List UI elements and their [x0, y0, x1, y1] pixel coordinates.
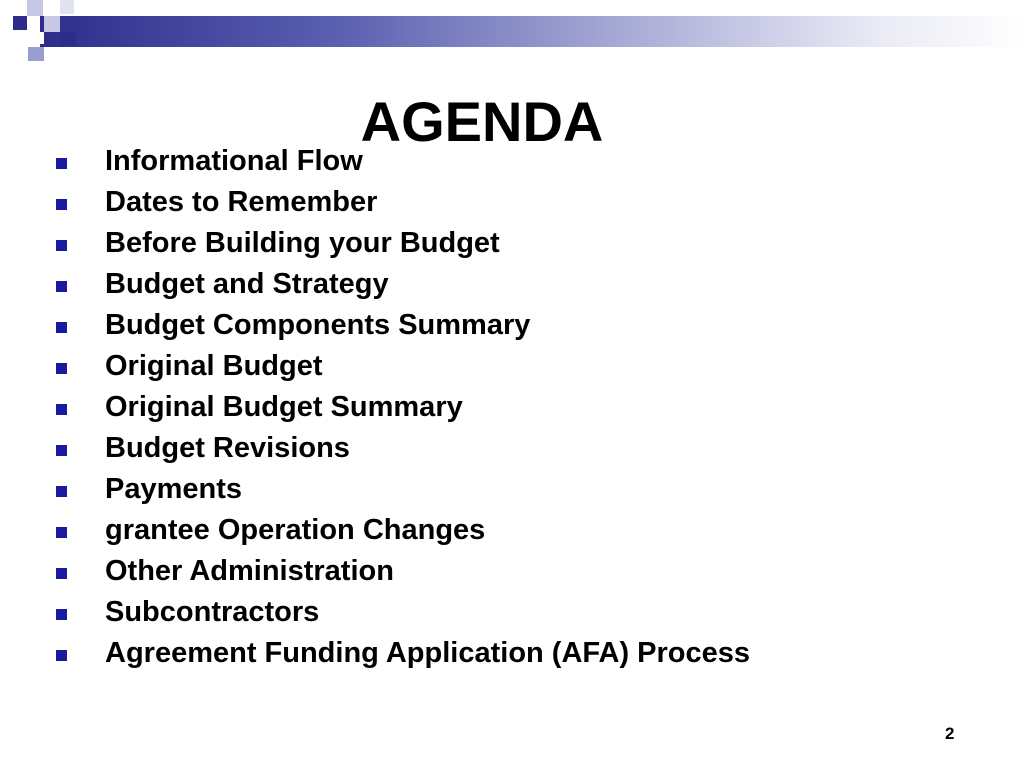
decorative-square: [13, 16, 27, 30]
agenda-item: [0, 140, 900, 181]
square-bullet-icon: [56, 486, 67, 497]
square-bullet-icon: [56, 445, 67, 456]
agenda-item: [0, 468, 900, 509]
square-bullet-icon: [56, 199, 67, 210]
square-bullet-icon: [56, 650, 67, 661]
agenda-item: [0, 550, 900, 591]
square-bullet-icon: [56, 322, 67, 333]
agenda-item: [0, 222, 900, 263]
agenda-item: [0, 386, 900, 427]
agenda-item-label: Payments: [105, 473, 243, 505]
square-bullet-icon: [56, 404, 67, 415]
agenda-item: [0, 591, 900, 632]
agenda-item-label: Agreement Funding Application (AFA) Process: [105, 637, 751, 669]
agenda-item: [0, 632, 900, 673]
agenda-item: [0, 345, 900, 386]
square-bullet-icon: [56, 527, 67, 538]
agenda-list: [0, 140, 900, 673]
agenda-item-label: Budget and Strategy: [105, 268, 389, 300]
decorative-square: [60, 32, 76, 46]
agenda-item-label: Other Administration: [105, 555, 394, 587]
agenda-item-label: Original Budget: [105, 350, 323, 382]
agenda-item: [0, 427, 900, 468]
decorative-square: [60, 0, 74, 14]
agenda-item: [0, 263, 900, 304]
agenda-item: [0, 509, 900, 550]
agenda-item-label: Dates to Remember: [105, 186, 378, 218]
agenda-item-label: Subcontractors: [105, 596, 320, 628]
slide-title: AGENDA: [360, 90, 604, 153]
agenda-item: [0, 181, 900, 222]
square-bullet-icon: [56, 158, 67, 169]
decorative-square: [32, 32, 44, 44]
page-number: 2: [945, 724, 955, 743]
agenda-item-label: Budget Revisions: [105, 432, 350, 464]
header-gradient-bar: [40, 16, 1024, 47]
square-bullet-icon: [56, 363, 67, 374]
agenda-item: [0, 304, 900, 345]
agenda-item-label: Before Building your Budget: [105, 227, 500, 259]
agenda-item-label: Budget Components Summary: [105, 309, 531, 341]
decorative-square: [44, 16, 60, 32]
decorative-square: [28, 47, 44, 61]
decorative-square: [27, 0, 43, 16]
agenda-item-label: Informational Flow: [105, 145, 363, 177]
agenda-item-label: Original Budget Summary: [105, 391, 463, 423]
agenda-item-label: grantee Operation Changes: [105, 514, 486, 546]
square-bullet-icon: [56, 281, 67, 292]
square-bullet-icon: [56, 240, 67, 251]
square-bullet-icon: [56, 609, 67, 620]
square-bullet-icon: [56, 568, 67, 579]
